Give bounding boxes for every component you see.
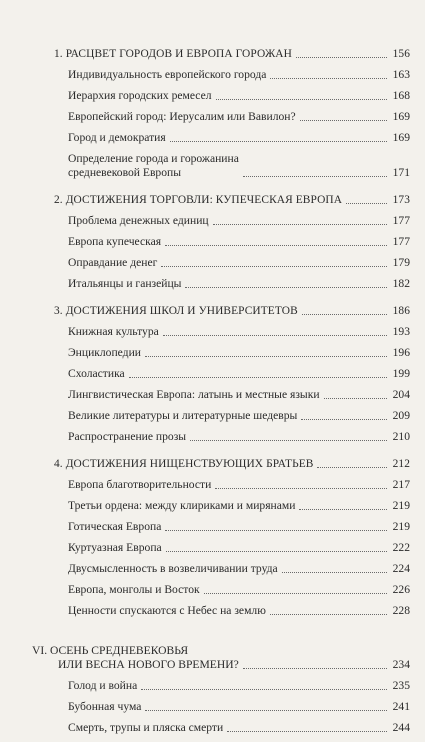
toc-entry-title-line: средневековой Европы <box>68 166 182 179</box>
toc-section-entry <box>68 89 410 103</box>
toc-entry-title-line: Энциклопедии <box>68 346 141 359</box>
toc-entry-title-line: Европа купеческая <box>68 235 162 248</box>
toc-page-number: 173 <box>392 194 410 206</box>
toc-page-number: 222 <box>392 541 410 554</box>
toc-section-entry <box>68 68 410 82</box>
toc-entry-title <box>68 346 141 360</box>
toc-page-number: 163 <box>392 68 410 81</box>
toc-entry-title-line: Итальянцы и ганзейцы <box>68 277 182 290</box>
toc-entry-title-line: 2. ДОСТИЖЕНИЯ ТОРГОВЛИ: КУПЕЧЕСКАЯ ЕВРОПА <box>54 194 343 206</box>
toc-entry-title <box>68 700 141 714</box>
toc-entry-title <box>54 457 313 471</box>
dot-leader <box>299 509 387 510</box>
dot-leader <box>141 689 387 690</box>
toc-entry-title-line: Проблема денежных единиц <box>68 214 209 227</box>
toc-section-entry <box>68 562 410 576</box>
toc-page-number: 228 <box>392 604 410 617</box>
toc-entry-title-line: Ценности спускаются с Небес на землю <box>68 604 266 617</box>
dot-leader <box>170 141 387 142</box>
toc-section-entry <box>68 604 410 618</box>
toc-section-entry <box>68 235 410 249</box>
toc-entry-title-line: Третьи ордена: между клириками и мирянами <box>68 499 296 512</box>
toc-entry-title-line: Иерархия городских ремесел <box>68 89 212 102</box>
toc-page-number: 177 <box>392 214 410 227</box>
toc-section-entry <box>68 277 410 291</box>
toc-section-entry <box>68 430 410 444</box>
toc-entry-title-line: Город и демократия <box>68 131 166 144</box>
toc-section-entry <box>68 346 410 360</box>
dot-leader <box>185 287 387 288</box>
toc-page-number: 193 <box>392 325 410 338</box>
toc-page-number: 182 <box>392 277 410 290</box>
dot-leader <box>165 530 387 531</box>
toc-section-entry <box>68 499 410 513</box>
toc-entry-title-line: Оправдание денег <box>68 256 158 269</box>
toc-page-number: 204 <box>392 388 410 401</box>
toc-page-number: 212 <box>392 458 410 470</box>
toc-entry-title-line: ИЛИ ВЕСНА НОВОГО ВРЕМЕНИ? <box>58 658 239 671</box>
toc-entry-title-line: Определение города и горожанина <box>68 152 239 165</box>
toc-section-entry <box>68 478 410 492</box>
toc-entry-title-line: Распространение прозы <box>68 430 187 443</box>
toc-entry-title <box>68 520 161 534</box>
toc-entry-title <box>54 304 298 318</box>
toc-page-number: 226 <box>392 583 410 596</box>
toc-page-number: 244 <box>392 721 410 734</box>
toc-entry-title <box>68 583 200 597</box>
dot-leader <box>204 593 387 594</box>
toc-page-number: 171 <box>392 166 410 179</box>
dot-leader <box>129 377 387 378</box>
toc-page-number: 217 <box>392 478 410 491</box>
dot-leader <box>243 176 387 177</box>
dot-leader <box>145 710 387 711</box>
toc-page-number: 196 <box>392 346 410 359</box>
toc-page-number: 156 <box>392 48 410 60</box>
toc-entry-title <box>68 256 157 270</box>
toc-entry-title <box>68 68 266 82</box>
toc-entry-title <box>68 152 239 180</box>
toc-page-number: 168 <box>392 89 410 102</box>
toc-entry-title-line: 3. ДОСТИЖЕНИЯ ШКОЛ И УНИВЕРСИТЕТОВ <box>54 305 298 317</box>
dot-leader <box>243 668 387 669</box>
toc-entry-title-line: Схоластика <box>68 367 125 380</box>
toc-entry-title-line: Книжная культура <box>68 325 159 338</box>
toc-section-entry <box>68 520 410 534</box>
toc-entry-title <box>68 478 211 492</box>
toc-entry-title <box>54 193 342 207</box>
toc-section-entry <box>68 583 410 597</box>
dot-leader <box>163 335 387 336</box>
toc-page-number: 235 <box>392 679 410 692</box>
toc-section-entry <box>68 388 410 402</box>
toc-entry-title <box>32 644 239 672</box>
toc-entry-title <box>68 679 137 693</box>
toc-entry-title-line: Европа благотворительности <box>68 478 212 491</box>
dot-leader <box>165 245 387 246</box>
table-of-contents <box>32 47 410 742</box>
dot-leader <box>282 572 387 573</box>
dot-leader <box>317 467 387 468</box>
dot-leader <box>161 266 387 267</box>
toc-entry-title-line: VI. ОСЕНЬ СРЕДНЕВЕКОВЬЯ <box>32 644 189 657</box>
toc-page-number: 186 <box>392 305 410 317</box>
toc-entry-title-line: Бубонная чума <box>68 700 142 713</box>
toc-page-number: 219 <box>392 499 410 512</box>
toc-page-number: 219 <box>392 520 410 533</box>
toc-entry-title <box>68 721 223 735</box>
toc-entry-title-line: Индивидуальность европейского города <box>68 68 267 81</box>
toc-entry-title <box>68 214 209 228</box>
dot-leader <box>227 731 387 732</box>
toc-page-number: 209 <box>392 409 410 422</box>
toc-chapter-entry <box>54 193 410 207</box>
toc-entry-title <box>68 277 181 291</box>
toc-entry-title <box>68 325 159 339</box>
toc-page-number: 224 <box>392 562 410 575</box>
toc-section-entry <box>68 367 410 381</box>
toc-page-number: 199 <box>392 367 410 380</box>
dot-leader <box>215 488 387 489</box>
toc-entry-title <box>68 430 186 444</box>
dot-leader <box>190 440 387 441</box>
toc-entry-title <box>68 131 166 145</box>
toc-page-number: 234 <box>392 658 410 671</box>
toc-entry-title <box>68 110 296 124</box>
dot-leader <box>166 551 387 552</box>
toc-entry-title-line: Смерть, трупы и пляска смерти <box>68 721 224 734</box>
dot-leader <box>300 120 387 121</box>
toc-page-number: 179 <box>392 256 410 269</box>
toc-chapter-entry <box>54 47 410 61</box>
dot-leader <box>270 614 387 615</box>
dot-leader <box>270 78 387 79</box>
toc-section-entry <box>68 256 410 270</box>
toc-page-number: 169 <box>392 131 410 144</box>
toc-section-entry <box>68 409 410 423</box>
toc-section-entry <box>68 679 410 693</box>
toc-entry-title-line: Голод и война <box>68 679 138 692</box>
dot-leader <box>302 314 387 315</box>
toc-entry-title-line: Европейский город: Иерусалим или Вавилон? <box>68 110 296 123</box>
dot-leader <box>296 57 387 58</box>
toc-section-entry <box>68 721 410 735</box>
toc-section-entry <box>68 131 410 145</box>
toc-section-entry <box>68 541 410 555</box>
toc-entry-title <box>68 409 297 423</box>
toc-entry-title-line: 4. ДОСТИЖЕНИЯ НИЩЕНСТВУЮЩИХ БРАТЬЕВ <box>54 458 314 470</box>
toc-entry-title <box>54 47 292 61</box>
toc-section-entry <box>68 152 410 180</box>
dot-leader <box>346 203 387 204</box>
toc-entry-title <box>68 388 320 402</box>
toc-section-entry <box>68 214 410 228</box>
toc-page-number: 241 <box>392 700 410 713</box>
toc-entry-title <box>68 235 161 249</box>
toc-entry-title <box>68 89 212 103</box>
toc-part-entry <box>32 644 410 672</box>
toc-entry-title <box>68 367 125 381</box>
toc-entry-title-line: Европа, монголы и Восток <box>68 583 200 596</box>
toc-chapter-entry <box>54 457 410 471</box>
dot-leader <box>301 419 387 420</box>
toc-entry-title <box>68 499 295 513</box>
toc-entry-title <box>68 604 266 618</box>
toc-entry-title <box>68 541 162 555</box>
toc-page-number: 210 <box>392 430 410 443</box>
toc-entry-title-line: 1. РАСЦВЕТ ГОРОДОВ И ЕВРОПА ГОРОЖАН <box>54 48 292 60</box>
toc-page-number: 177 <box>392 235 410 248</box>
toc-section-entry <box>68 325 410 339</box>
toc-entry-title-line: Великие литературы и литературные шедевры <box>68 409 298 422</box>
toc-chapter-entry <box>54 304 410 318</box>
dot-leader <box>216 99 387 100</box>
toc-section-entry <box>68 110 410 124</box>
dot-leader <box>145 356 387 357</box>
toc-page-number: 169 <box>392 110 410 123</box>
toc-entry-title-line: Лингвистическая Европа: латынь и местные языки <box>68 388 320 401</box>
toc-entry-title-line: Куртуазная Европа <box>68 541 162 554</box>
toc-entry-title-line: Двусмысленность в возвеличивании труда <box>68 562 278 575</box>
toc-section-entry <box>68 700 410 714</box>
toc-entry-title-line: Готическая Европа <box>68 520 162 533</box>
dot-leader <box>213 224 387 225</box>
dot-leader <box>324 398 387 399</box>
toc-entry-title <box>68 562 278 576</box>
